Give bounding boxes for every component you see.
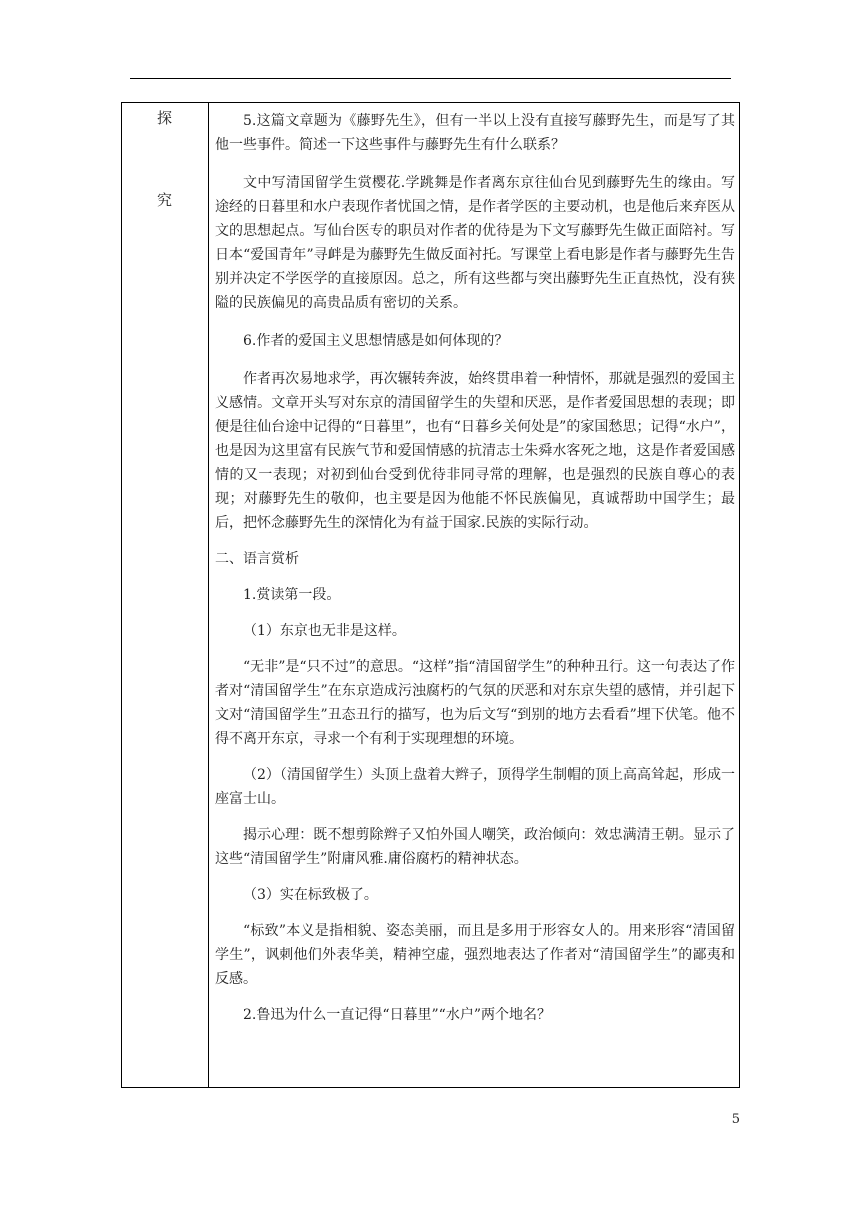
section-heading-language: 二、语言赏析 — [215, 551, 299, 567]
content-table — [121, 102, 740, 1088]
header-rule — [130, 78, 731, 79]
answer-6: 作者再次易地求学，再次辗转奔波，始终贯串着一种情怀，那就是强烈的爱国主义感情。文章开头写对东京的清国留学生的失望和厌恶，是作者爱国思想的表现；即便是往仙台途中记得的“日暮里”，也有“日暮乡关何处是”的家国愁思；记得“水户”，也是因为这里富有民族气节和爱国情感的抗清志士朱舜水客死之地，这是作者爱国感情的又一表现；对初到仙台受到优待非同寻常的理解，也是强烈的民族自尊心的表现；对藤野先生的敬仰，也主要是因为他能不怀民族偏见，真诚帮助中国学生；最后，把怀念藤野先生的深情化为有益于国家.民族的实际行动。 — [215, 371, 735, 531]
answer-5: 文中写清国留学生赏樱花.学跳舞是作者离东京往仙台见到藤野先生的缘由。写途经的日暮里和水户表现作者忧国之情，是作者学医的主要动机，也是他后来弃医从文的思想起点。写仙台医专的职员对作者的优待是为下文写藤野先生做正面陪衬。写日本“爱国青年”寻衅是为藤野先生做反面衬托。写课堂上看电影是作者与藤野先生告别并决定不学医学的直接原因。总之，所有这些都与突出藤野先生正直热忱，没有狭隘的民族偏见的高贵品质有密切的关系。 — [215, 175, 735, 311]
page-number: 5 — [731, 1112, 740, 1127]
analysis-1: “无非”是“只不过”的意思。“这样”指“清国留学生”的种种丑行。这一句表达了作者对“清国留学生”在东京造成污浊腐朽的气氛的厌恶和对东京失望的感情，并引起下文对“清国留学生”丑态丑行的描写，也为后文写“到别的地方去看看”埋下伏笔。他不得不离开东京，寻求一个有利于实现理想的环境。 — [215, 659, 735, 747]
analysis-2: 揭示心理：既不想剪除辫子又怕外国人嘲笑，政治倾向：效忠满清王朝。显示了这些“清国留学生”附庸风雅.庸俗腐朽的精神状态。 — [215, 827, 735, 867]
sentence-3: （3）实在标致极了。 — [243, 887, 378, 903]
label-tan: 探 — [156, 109, 173, 127]
column-divider — [208, 103, 209, 1087]
question-5: 5.这篇文章题为《藤野先生》，但有一半以上没有直接写藤野先生，而是写了其他一些事件。简述一下这些事件与藤野先生有什么联系？ — [215, 113, 735, 153]
sub-item-2: 2.鲁迅为什么一直记得“日暮里”“水户”两个地名？ — [243, 1007, 551, 1023]
label-jiu: 究 — [156, 191, 173, 209]
sub-item-1: 1.赏读第一段。 — [243, 587, 341, 603]
content-cell — [215, 109, 735, 1027]
analysis-3: “标致”本义是指相貌、姿态美丽，而且是多用于形容女人的。用来形容“清国留学生”，讽刺他们外表华美，精神空虚，强烈地表达了作者对“清国留学生”的鄙夷和反感。 — [215, 923, 735, 987]
question-6: 6.作者的爱国主义思想情感是如何体现的？ — [243, 333, 509, 349]
sentence-2: （2）（清国留学生）头顶上盘着大辫子，顶得学生制帽的顶上高高耸起，形成一座富士山。 — [215, 767, 735, 807]
sentence-1: （1）东京也无非是这样。 — [243, 623, 406, 639]
